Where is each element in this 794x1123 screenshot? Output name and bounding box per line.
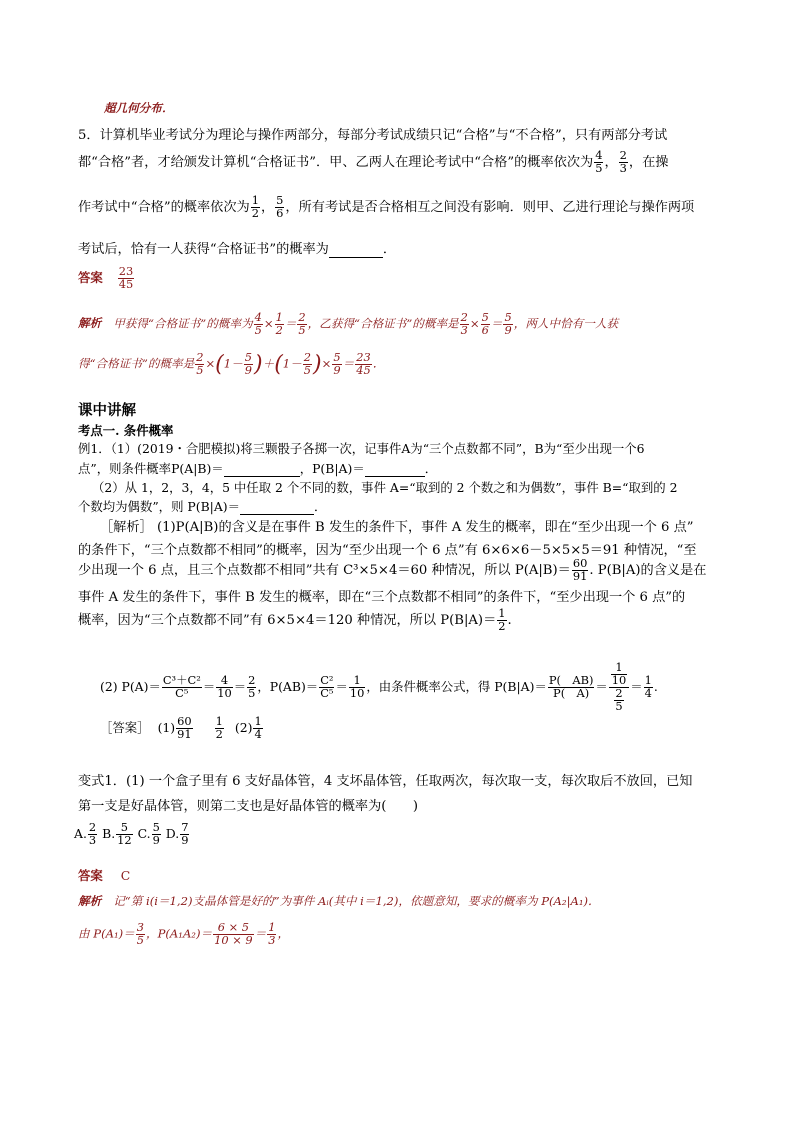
fraction: $\frac{1}{4}$	[644, 672, 652, 700]
option-d: D. $\frac{7}{9}$	[165, 820, 189, 847]
answer-blank	[365, 461, 425, 477]
example-1-solution-line-1: ［解析］ (1)P(A|B)的含义是在事件 B 发生的条件下，事件 A 发生的概率，即在“至少出现一个 6 点”	[100, 520, 694, 535]
fraction: $\frac{3}{5}$	[136, 920, 144, 947]
fraction: $\frac{5}{9}$	[333, 350, 341, 377]
q5-solution-line-2: 得“合格证书”的概率是 $\frac{2}{5}$ ×(1－ $\frac{5}{9}$ )＋(1－ $\frac{2}{5}$ )× $\frac{5}{9}$ ＝ $\frac{23}{45}$ ．	[78, 350, 385, 377]
fraction: $\frac{5}{9}$	[504, 310, 512, 337]
option-c: C. $\frac{5}{9}$	[137, 820, 160, 847]
example-1-answer: ［答案］ (1) $\frac{60}{91}$ $\frac{1}{2}$ (2) $\frac{1}{4}$	[100, 714, 262, 741]
fraction: $\frac{23}{45}$	[356, 350, 371, 377]
example-1-line-1: 例1．（1）(2019・合肥模拟)将三颗骰子各掷一次，记事件A为“三个点数都不同”，B为“至少出现一个6	[78, 441, 645, 456]
fraction: $\frac{1}{2}$	[215, 714, 223, 741]
variant-1-solution-line-1: 解析 记“第 i(i＝1,2)支晶体管是好的”为事件 Aᵢ(其中 i＝1,2)，依题意知，要求的概率为 P(A₂|A₁)．	[78, 894, 600, 908]
fraction: $\frac{\text{C²}}{\text{C⁵}}$	[320, 672, 334, 700]
fraction: $\frac{1}{2}$	[251, 193, 259, 220]
fraction: $\frac{4}{5}$	[254, 310, 262, 337]
variant-1-answer	[78, 866, 130, 884]
q5-line-4: 考试后，恰有一人获得“合格证书”的概率为 ．	[78, 242, 397, 257]
example-1-part-2: (2) P(A)＝ $\frac{\text{C³＋C²}}{\text{C⁵}}$ ＝ $\frac{4}{10}$ ＝ $\frac{2}{5}$ ，P(AB)＝ $\frac{\text{C²}}{\text{C⁵}}$ ＝ $\frac{1}{10}$ ，由条件概率公式，得 P(B|A)＝ $\frac{P( AB)}{P( A)}$ ＝ $\frac{\frac{1}{10}}{\frac{2}{5}}$ ＝ $\frac{1}{4}$ .	[100, 660, 658, 713]
option-a: A. $\frac{2}{3}$	[74, 820, 97, 847]
solution-label: 解析	[78, 894, 102, 908]
answer-blank	[329, 242, 383, 258]
q5-line-1: 5．计算机毕业考试分为理论与操作两部分，每部分考试成绩只记“合格”与“不合格”，只有两部分考试	[78, 128, 668, 143]
fraction: $\frac{2}{5}$	[303, 350, 312, 377]
fraction: $\frac{5}{9}$	[152, 820, 160, 847]
fraction: $\frac{1}{3}$	[268, 920, 276, 947]
answer-value: C	[120, 868, 131, 883]
fraction: $\frac{2}{3}$	[619, 148, 627, 175]
q5-line-2-text: 都“合格”者，才给颁发计算机“合格证书”．甲、乙两人在理论考试中“合格”的概率依次为	[78, 154, 594, 170]
example-1-line-3: （2）从 1，2，3，4，5 中任取 2 个不同的数，事件 A=“取到的 2 个数之和为偶数”，事件 B=“取到的 2	[92, 480, 678, 495]
solution-label: 解析	[78, 316, 102, 331]
fraction: $\frac{1}{2}$	[498, 606, 506, 633]
fraction: $\frac{4}{10}$	[217, 672, 232, 700]
fraction: $\frac{5}{6}$	[481, 310, 489, 337]
q5-line-2: 都“合格”者，才给颁发计算机“合格证书”．甲、乙两人在理论考试中“合格”的概率依次为 $\frac{4}{5}$ ， $\frac{2}{3}$ ，在操	[78, 148, 669, 175]
answer-label: ［答案］	[100, 719, 150, 735]
answer-blank	[224, 461, 300, 477]
top-note: 超几何分布．	[104, 101, 174, 115]
fraction: $\frac{5}{9}$	[244, 350, 252, 377]
answer-blank	[240, 499, 314, 515]
q5-answer	[78, 266, 135, 291]
fraction: $\frac{2}{5}$	[248, 672, 256, 700]
fraction: $\frac{1}{10}$	[611, 660, 627, 687]
fraction: $\frac{2}{5}$	[298, 310, 306, 337]
fraction: $\frac{6 \times 5}{10 \times 9}$	[214, 920, 253, 947]
fraction: $\frac{2}{5}$	[615, 685, 623, 713]
option-b: B. $\frac{5}{12}$	[102, 820, 132, 847]
variant-1-options	[74, 822, 190, 847]
compound-fraction	[609, 662, 630, 713]
fraction: $\frac{P( AB)}{P( A)}$	[548, 672, 594, 700]
variant-1-solution-line-2: 由 P(A₁)＝ $\frac{3}{5}$ ，P(A₁A₂)＝ $\frac{6 \times 5}{10 \times 9}$ ＝ $\frac{1}{3}$ ，	[78, 920, 290, 947]
fraction: $\frac{1}{10}$	[349, 672, 365, 700]
fraction: $\frac{1}{2}$	[275, 310, 283, 337]
variant-1-line-1: 变式1．(1) 一个盒子里有 6 支好晶体管，4 支坏晶体管，任取两次，每次取一支，每次取后不放回，已知	[78, 774, 693, 789]
fraction: $\frac{2}{3}$	[88, 820, 97, 847]
fraction: $\frac{4}{5}$	[595, 148, 603, 175]
fraction: $\frac{2}{5}$	[196, 350, 204, 377]
example-1-solution-line-4: 事件 A 发生的条件下，事件 B 发生的概率，即在“三个点数都不相同”的条件下，“至少出现一个 6 点”的	[78, 590, 686, 605]
fraction: $\frac{7}{9}$	[181, 820, 189, 847]
section-title: 课中讲解	[78, 402, 136, 419]
example-1-line-2: 点”，则条件概率P(A|B)＝ ，P(B|A)＝ ．	[78, 461, 438, 476]
fraction: $\frac{\text{C³＋C²}}{\text{C⁵}}$	[162, 672, 201, 700]
answer-label: 答案	[78, 868, 103, 883]
variant-1-line-2: 第一支是好晶体管，则第二支也是好晶体管的概率为( )	[78, 799, 418, 814]
fraction: $\frac{60}{91}$	[572, 556, 588, 583]
section-point-1: 考点一. 条件概率	[78, 423, 174, 438]
answer-label: 答案	[78, 269, 103, 285]
q5-solution-line-1: 解析 甲获得“合格证书”的概率为 $\frac{4}{5}$ × $\frac{1}{2}$ ＝ $\frac{2}{5}$ ，乙获得“合格证书”的概率是 $\frac{2}{3}$ × $\frac{5}{6}$ ＝ $\frac{5}{9}$ ，两人中恰有一人获	[78, 310, 619, 337]
example-1-solution-line-3: 少出现一个 6 点，且三个点数都不相同”共有 C³×5×4＝60 种情况，所以 P(A|B)＝ $\frac{60}{91}$ . P(B|A)的含义是在	[78, 556, 707, 583]
fraction: $\frac{5}{6}$	[276, 193, 284, 220]
fraction: $\frac{5}{12}$	[117, 820, 132, 847]
fraction: $\frac{2}{3}$	[460, 310, 468, 337]
answer-fraction: $\frac{23}{45}$	[118, 264, 134, 291]
example-1-solution-line-5: 概率，因为“三个点数都不同”有 6×5×4＝120 种情况，所以 P(B|A)＝ $\frac{1}{2}$ .	[78, 606, 512, 633]
example-1-solution-line-2: 的条件下，“三个点数都不相同”的概率，因为“至少出现一个 6 点”有 6×6×6－5×5×5＝91 种情况，“至	[78, 543, 697, 558]
fraction: $\frac{60}{91}$	[177, 714, 192, 741]
q5-line-3: 作考试中“合格”的概率依次为 $\frac{1}{2}$ ， $\frac{5}{6}$ ，所有考试是否合格相互之间没有影响．则甲、乙进行理论与操作两项	[78, 193, 695, 220]
example-1-line-4: 个数均为偶数”，则 P(B|A)＝ ．	[78, 499, 327, 514]
fraction: $\frac{1}{4}$	[254, 714, 262, 741]
